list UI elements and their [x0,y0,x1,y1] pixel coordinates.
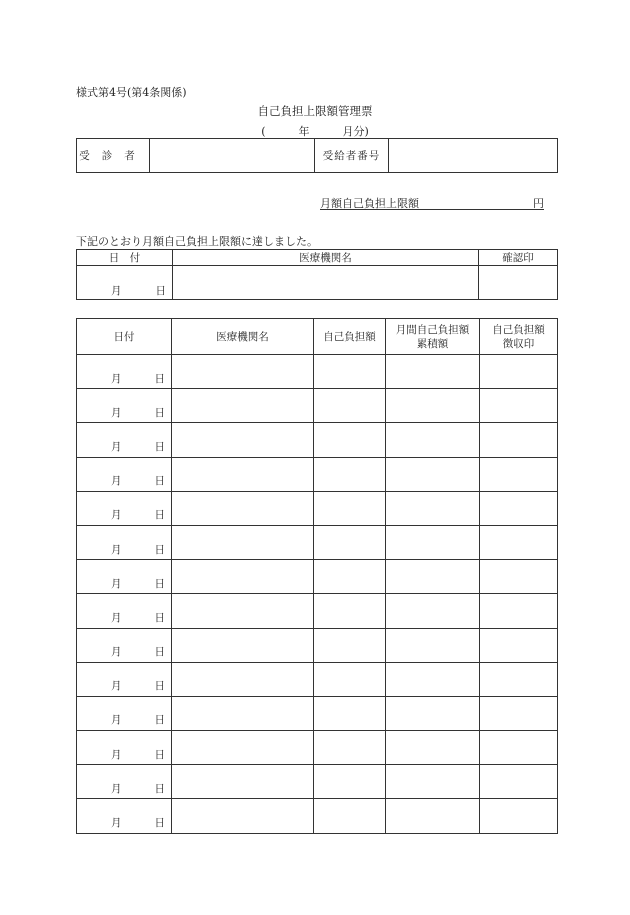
day-label: 日 [154,509,165,522]
record-seal-cell[interactable] [480,457,558,491]
day-label: 日 [154,748,165,761]
record-institution-cell[interactable] [172,662,314,696]
record-institution-cell[interactable] [172,731,314,765]
day-label: 日 [154,817,165,830]
month-label: 月 [111,817,122,830]
record-copay-cell[interactable] [314,765,386,799]
table-row [77,799,558,833]
record-institution-cell[interactable] [172,423,314,457]
monthly-limit-line[interactable] [320,195,544,210]
month-label: 月 [111,440,122,453]
recipient-number-label: 受給者番号 [315,139,389,173]
record-copay-cell[interactable] [314,525,386,559]
records-institution-header: 医療機関名 [172,319,314,355]
form-number: 様式第4号(第4条関係) [76,86,187,99]
table-row [77,765,558,799]
record-institution-cell[interactable] [172,389,314,423]
day-label: 日 [154,406,165,419]
day-label: 日 [154,577,165,590]
day-label: 日 [154,611,165,624]
record-cumulative-cell[interactable] [386,662,480,696]
table-row [77,628,558,662]
table-row [77,491,558,525]
record-date-cell[interactable] [77,731,172,765]
recipient-number-field[interactable] [389,139,558,173]
table-row [77,389,558,423]
record-seal-cell[interactable] [480,662,558,696]
record-copay-cell[interactable] [314,799,386,833]
record-institution-cell[interactable] [172,765,314,799]
record-seal-cell[interactable] [480,799,558,833]
record-seal-cell[interactable] [480,696,558,730]
record-copay-cell[interactable] [314,355,386,389]
record-cumulative-cell[interactable] [386,594,480,628]
monthly-limit-unit: 円 [533,197,544,210]
records-cumulative-header: 月間自己負担額 累積額 [386,319,480,355]
record-cumulative-cell[interactable] [386,491,480,525]
record-seal-cell[interactable] [480,355,558,389]
records-date-header: 日付 [77,319,172,355]
confirm-date-header: 日 付 [77,250,173,266]
record-date-cell[interactable] [77,765,172,799]
record-cumulative-cell[interactable] [386,696,480,730]
table-row [77,731,558,765]
records-body [77,355,558,834]
record-seal-cell[interactable] [480,594,558,628]
day-label: 日 [154,782,165,795]
record-institution-cell[interactable] [172,491,314,525]
month-label: 月 [111,509,122,522]
record-seal-cell[interactable] [480,491,558,525]
record-seal-cell[interactable] [480,423,558,457]
record-seal-cell[interactable] [480,731,558,765]
record-date-cell[interactable] [77,457,172,491]
record-cumulative-cell[interactable] [386,628,480,662]
table-row [77,662,558,696]
record-seal-cell[interactable] [480,628,558,662]
confirm-seal-header: 確認印 [479,250,558,266]
record-cumulative-cell[interactable] [386,799,480,833]
record-date-cell[interactable] [77,491,172,525]
record-seal-cell[interactable] [480,389,558,423]
record-date-cell[interactable] [77,628,172,662]
record-date-cell[interactable] [77,355,172,389]
record-institution-cell[interactable] [172,799,314,833]
record-institution-cell[interactable] [172,594,314,628]
confirm-institution-header: 医療機関名 [173,250,479,266]
record-cumulative-cell[interactable] [386,525,480,559]
month-label: 月 [111,646,122,659]
record-date-cell[interactable] [77,423,172,457]
day-label: 日 [154,440,165,453]
record-institution-cell[interactable] [172,628,314,662]
month-label: 月 [111,680,122,693]
record-cumulative-cell[interactable] [386,765,480,799]
record-seal-cell[interactable] [480,560,558,594]
record-date-cell[interactable] [77,389,172,423]
record-date-cell[interactable] [77,799,172,833]
record-copay-cell[interactable] [314,457,386,491]
confirm-institution-cell[interactable] [173,266,479,300]
confirm-date-cell[interactable] [77,266,173,300]
patient-name-field[interactable] [150,139,315,173]
record-copay-cell[interactable] [314,662,386,696]
record-cumulative-cell[interactable] [386,457,480,491]
table-row [77,355,558,389]
patient-label: 受診者 [77,139,150,173]
record-institution-cell[interactable] [172,457,314,491]
records-copay-header: 自己負担額 [314,319,386,355]
record-copay-cell[interactable] [314,423,386,457]
record-cumulative-cell[interactable] [386,355,480,389]
record-cumulative-cell[interactable] [386,423,480,457]
record-date-cell[interactable] [77,662,172,696]
table-row [77,525,558,559]
record-institution-cell[interactable] [172,355,314,389]
month-label: 月 [111,714,122,727]
month-label: 月 [111,577,122,590]
month-label: 月 [111,748,122,761]
confirm-seal-cell[interactable] [479,266,558,300]
day-label: 日 [154,680,165,693]
month-label: 月 [111,543,122,556]
record-institution-cell[interactable] [172,696,314,730]
records-table [76,318,558,834]
month-label: 月 [111,284,122,297]
record-institution-cell[interactable] [172,560,314,594]
table-row [77,696,558,730]
record-copay-cell[interactable] [314,594,386,628]
records-seal-header: 自己負担額 徴収印 [480,319,558,355]
record-cumulative-cell[interactable] [386,389,480,423]
record-cumulative-cell[interactable] [386,560,480,594]
period-label: ( 年 月分) [261,125,369,138]
month-label: 月 [111,611,122,624]
day-label: 日 [154,475,165,488]
record-seal-cell[interactable] [480,525,558,559]
record-copay-cell[interactable] [314,491,386,525]
record-copay-cell[interactable] [314,696,386,730]
record-cumulative-cell[interactable] [386,731,480,765]
record-copay-cell[interactable] [314,628,386,662]
record-copay-cell[interactable] [314,389,386,423]
day-label: 日 [154,646,165,659]
month-label: 月 [111,475,122,488]
record-date-cell[interactable] [77,560,172,594]
confirmation-table [76,249,558,300]
month-label: 月 [111,406,122,419]
month-label: 月 [111,782,122,795]
patient-info-table [76,138,558,173]
monthly-limit-label: 月額自己負担上限額 [320,197,419,210]
table-row [77,423,558,457]
table-row [77,560,558,594]
month-label: 月 [111,372,122,385]
day-label: 日 [154,372,165,385]
table-row [77,594,558,628]
record-date-cell[interactable] [77,525,172,559]
record-copay-cell[interactable] [314,731,386,765]
day-label: 日 [154,543,165,556]
document-title: 自己負担上限額管理票 [257,104,373,118]
record-institution-cell[interactable] [172,525,314,559]
table-row [77,457,558,491]
record-date-cell[interactable] [77,594,172,628]
record-date-cell[interactable] [77,696,172,730]
record-seal-cell[interactable] [480,765,558,799]
limit-reached-statement: 下記のとおり月額自己負担上限額に達しました。 [76,235,318,248]
record-copay-cell[interactable] [314,560,386,594]
day-label: 日 [154,714,165,727]
day-label: 日 [155,284,166,297]
